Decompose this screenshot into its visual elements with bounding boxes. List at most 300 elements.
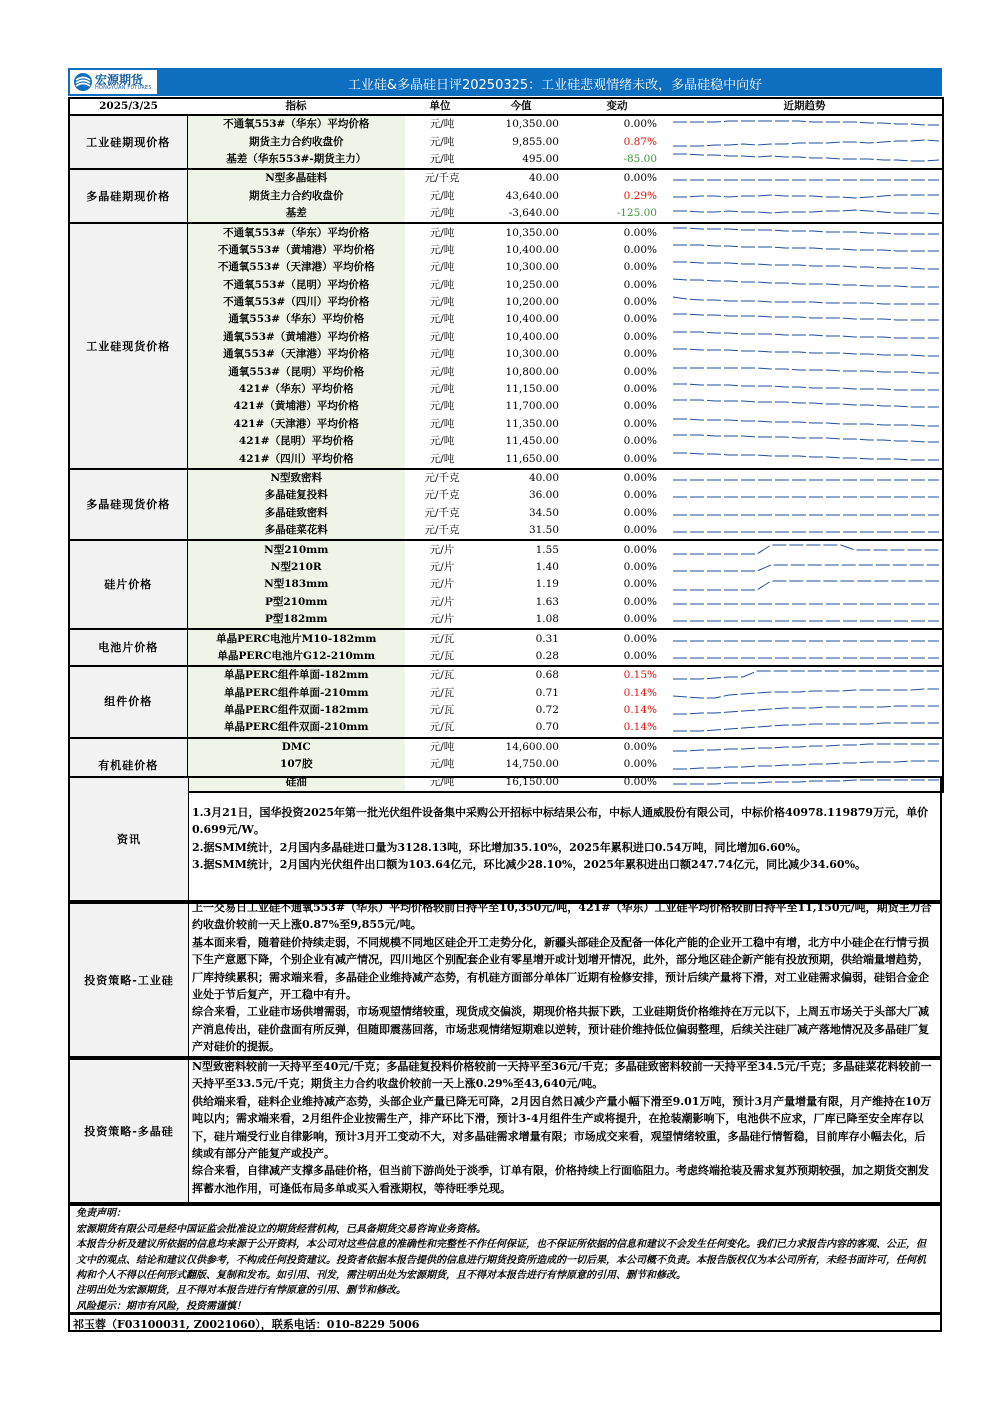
trend-sparkline <box>671 576 941 593</box>
indicator-name: N型多晶硅料 <box>187 169 405 187</box>
change-cell: 0.00% <box>623 649 657 662</box>
table-header <box>69 98 943 115</box>
unit-cell: 元/吨 <box>429 135 455 148</box>
report-title: 工业硅&多晶硅日评20250325：工业硅悲观情绪未改，多晶硅稳中向好 <box>347 78 763 93</box>
change-cell: 0.00% <box>623 400 657 413</box>
section-label: 组件价格 <box>69 666 187 738</box>
change-cell: 0.00% <box>567 629 667 647</box>
value-cell: 0.70 <box>535 721 559 734</box>
trend-cell <box>667 487 943 504</box>
trend-line <box>673 744 939 751</box>
trend-cell <box>667 433 943 450</box>
table-row <box>69 594 943 611</box>
unit-cell: 元/瓦 <box>429 721 455 734</box>
trend-sparkline <box>671 542 941 559</box>
trend-cell <box>667 188 943 205</box>
price-table-body <box>69 98 943 792</box>
value-cell: 1.55 <box>475 540 567 558</box>
trend-cell <box>667 469 943 487</box>
change-cell: 0.00% <box>567 773 667 791</box>
strategy-paragraph: 综合来看，自律减产支撑多晶硅价格，但当前下游尚处于淡季，订单有限，价格持续上行面临阻力。考虑终端抢装及需求复苏预期较强，加之期货交割发挥蓄水池作用，可逢低布局多单或买入看涨期权，等待旺季兑现。 <box>192 1164 929 1195</box>
logo-subtext: HONGYUAN FUTURES <box>95 85 152 91</box>
table-row <box>69 133 943 150</box>
indicator-name: 421#（天津港）平均价格 <box>187 416 405 433</box>
strategy-paragraph: 基本面来看，随着硅价持续走弱，不同规模不同地区硅企开工走势分化，新疆头部硅企及配备一体化产能的企业开工稳中有增，北方中小硅企在行情亏损下生产意愿下降，个别企业有减产情况，四川地区个别配套企业有零星增开或计划增开情况，此外，部分地区硅企新产能有投放预期，供给端量增趋势，厂库持续累积；需求端来看，多晶硅企业维持减产态势，有机硅方面部分单体厂近期有检修安排，预计后续产量将下滑，对工业硅需求偏弱，硅铝合金企业处于节后复产，开工稳中有升。 <box>192 935 929 1002</box>
unit-cell: 元/片 <box>429 578 455 591</box>
indicator-name: 单晶PERC组件双面-210mm <box>187 719 405 737</box>
trend-sparkline <box>671 433 941 450</box>
table-row <box>69 505 943 522</box>
value-cell: 11,150.00 <box>505 383 559 396</box>
unit-cell: 元/吨 <box>429 452 455 465</box>
change-cell: 0.00% <box>567 738 667 756</box>
trend-sparkline <box>671 188 941 205</box>
trend-cell <box>667 151 943 169</box>
trend-cell <box>667 505 943 522</box>
change-cell: 0.00% <box>623 435 657 448</box>
indicator-name: 不通氧553#（四川）平均价格 <box>187 294 405 311</box>
indicator-name: 421#（四川）平均价格 <box>187 450 405 468</box>
company-logo <box>70 70 157 94</box>
trend-cell <box>667 611 943 629</box>
value-cell: 11,450.00 <box>505 435 559 448</box>
strategy-si-text <box>192 899 934 1056</box>
trend-cell <box>667 719 943 737</box>
trend-line <box>673 297 939 304</box>
trend-cell <box>667 259 943 276</box>
value-cell: 1.63 <box>535 595 559 608</box>
value-cell: 1.40 <box>535 560 559 573</box>
trend-line <box>673 565 939 571</box>
table-row <box>69 540 943 558</box>
trend-sparkline <box>671 225 941 242</box>
value-cell: 11,700.00 <box>505 400 559 413</box>
unit-cell: 元/片 <box>429 560 455 573</box>
indicator-name: P型210mm <box>187 594 405 611</box>
trend-cell <box>667 398 943 415</box>
news-item: 3.据SMM统计，2月国内光伏组件出口额为103.64亿元，环比减少28.10%，2025年累积进出口额247.74亿元，同比减少34.60%。 <box>192 858 867 872</box>
section-label: 硅片价格 <box>69 540 187 629</box>
indicator-name: 单晶PERC电池片M10-182mm <box>187 629 405 647</box>
change-cell: 0.00% <box>623 613 657 626</box>
trend-line <box>673 368 939 373</box>
indicator-name: 基差 <box>187 205 405 223</box>
unit-cell: 元/吨 <box>429 417 455 430</box>
change-cell: 0.87% <box>623 135 657 148</box>
table-row <box>69 188 943 205</box>
trend-cell <box>667 363 943 380</box>
change-cell: 0.00% <box>623 313 657 326</box>
value-cell: 40.00 <box>475 469 567 487</box>
table-row <box>69 259 943 276</box>
trend-sparkline <box>671 277 941 294</box>
table-row <box>69 151 943 169</box>
change-cell: 0.00% <box>623 506 657 519</box>
disclaimer <box>68 1204 942 1314</box>
trend-line <box>673 706 939 714</box>
table-row <box>69 346 943 363</box>
value-cell: 16,150.00 <box>475 773 567 791</box>
trend-cell <box>667 540 943 558</box>
unit-cell: 元/千克 <box>405 169 475 187</box>
trend-cell <box>667 381 943 398</box>
indicator-name: 不通氧553#（华东）平均价格 <box>187 223 405 241</box>
trend-cell <box>667 450 943 468</box>
strategy-paragraph: 综合来看，工业硅市场供增需弱，市场观望情绪较重，现货成交偏淡，期现价格共振下跌，工业硅期货价格维持在万元以下，上周五市场关于头部大厂减产消息传出，硅价盘面有所反弹，但随即震荡回落，市场悲观情绪短期难以逆转，预计硅价维持低位偏弱整理，后续关注硅厂减产落地情况及多晶硅厂复产对硅价的提振。 <box>192 1005 929 1054</box>
trend-sparkline <box>671 756 941 773</box>
trend-cell <box>667 685 943 702</box>
trend-sparkline <box>671 346 941 363</box>
strategy-paragraph: 供给端来看，硅料企业维持减产态势，头部企业产量已降无可降，2月因自然日减少产量小幅下滑至9.01万吨，预计3月产量增量有限，月产维持在10万吨以内；需求端来看，2月组件企业按需生产，排产环比下滑，预计3-4月组件生产或将提升，在抢装潮影响下，电池供不应求，厂库已降至安全库存以下，硅片端受行业自律影响，预计3月开工变动不大，对多晶硅需求增量有限；市场成交来看，观望情绪较重，多晶硅行情暂稳，目前库存小幅去化，后续或有部分产能复产或投产。 <box>192 1094 932 1161</box>
value-cell: 1.19 <box>535 578 559 591</box>
table-row <box>69 242 943 259</box>
table-row <box>69 522 943 540</box>
trend-cell <box>667 738 943 756</box>
unit-cell: 元/吨 <box>429 189 455 202</box>
change-cell: 0.00% <box>623 330 657 343</box>
indicator-name: 单晶PERC电池片G12-210mm <box>187 648 405 666</box>
unit-cell: 元/瓦 <box>429 649 455 662</box>
indicator-name: 421#（昆明）平均价格 <box>187 433 405 450</box>
trend-sparkline <box>671 667 941 684</box>
trend-cell <box>667 294 943 311</box>
table-row <box>69 559 943 576</box>
value-cell: 10,400.00 <box>505 243 559 256</box>
value-cell: 10,300.00 <box>505 348 559 361</box>
table-row <box>69 381 943 398</box>
trend-cell <box>667 115 943 133</box>
trend-line <box>673 435 939 442</box>
value-cell: 10,400.00 <box>505 313 559 326</box>
indicator-name: 单晶PERC组件单面-210mm <box>187 685 405 702</box>
trend-cell <box>667 416 943 433</box>
table-row <box>69 666 943 684</box>
table-row <box>69 702 943 719</box>
unit-cell: 元/吨 <box>429 261 455 274</box>
trend-line <box>673 761 939 769</box>
trend-line <box>673 121 939 125</box>
section-label: 多晶硅现货价格 <box>69 469 187 541</box>
logo-icon <box>73 72 93 92</box>
change-cell: 0.00% <box>623 383 657 396</box>
trend-sparkline <box>671 739 941 756</box>
indicator-name: 多晶硅复投料 <box>187 487 405 504</box>
value-cell: 0.31 <box>475 629 567 647</box>
trend-sparkline <box>671 451 941 468</box>
trend-sparkline <box>671 134 941 151</box>
change-cell: 0.00% <box>567 469 667 487</box>
trend-cell <box>667 559 943 576</box>
trend-line <box>673 279 939 287</box>
strategy-polysilicon <box>68 1058 942 1204</box>
indicator-name: 不通氧553#（天津港）平均价格 <box>187 259 405 276</box>
value-cell: 43,640.00 <box>505 189 559 202</box>
trend-sparkline <box>671 594 941 611</box>
trend-line <box>673 195 939 198</box>
change-cell: 0.00% <box>567 169 667 187</box>
unit-cell: 元/吨 <box>429 207 455 220</box>
news-label: 资讯 <box>70 778 189 900</box>
unit-cell: 元/吨 <box>429 365 455 378</box>
value-cell: 36.00 <box>528 489 559 502</box>
trend-line <box>673 671 939 679</box>
trend-cell <box>667 648 943 666</box>
table-row <box>69 685 943 702</box>
unit-cell: 元/千克 <box>424 506 460 519</box>
change-cell: 0.00% <box>623 560 657 573</box>
trend-line <box>673 245 939 251</box>
unit-cell: 元/片 <box>429 613 455 626</box>
column-header-value: 今值 <box>475 98 567 115</box>
table-row <box>69 576 943 593</box>
trend-sparkline <box>671 398 941 415</box>
value-cell: 10,400.00 <box>505 330 559 343</box>
change-cell: 0.00% <box>623 595 657 608</box>
trend-cell <box>667 756 943 773</box>
change-cell: 0.15% <box>567 666 667 684</box>
change-cell: 0.00% <box>623 578 657 591</box>
change-cell: 0.00% <box>567 540 667 558</box>
trend-cell <box>667 576 943 593</box>
value-cell: 0.68 <box>475 666 567 684</box>
trend-sparkline <box>671 487 941 504</box>
unit-cell: 元/瓦 <box>405 629 475 647</box>
table-row <box>69 738 943 756</box>
change-cell: 0.00% <box>623 524 657 537</box>
value-cell: 10,250.00 <box>505 278 559 291</box>
strategy-poly-text <box>192 1058 934 1197</box>
value-cell: 14,750.00 <box>505 758 559 771</box>
indicator-name: N型致密料 <box>187 469 405 487</box>
table-row <box>69 223 943 241</box>
value-cell: 11,350.00 <box>505 417 559 430</box>
trend-cell <box>667 594 943 611</box>
table-row <box>69 756 943 773</box>
change-cell: -125.00 <box>616 207 657 220</box>
table-row <box>69 294 943 311</box>
trend-line <box>673 210 939 214</box>
value-cell: 31.50 <box>528 524 559 537</box>
column-header-indicator: 指标 <box>187 98 405 115</box>
trend-cell <box>667 522 943 540</box>
unit-cell: 元/千克 <box>424 489 460 502</box>
column-header-trend: 近期趋势 <box>667 98 943 115</box>
indicator-name: 硅油 <box>187 773 405 791</box>
trend-sparkline <box>671 559 941 576</box>
change-cell: 0.00% <box>623 278 657 291</box>
section-label: 电池片价格 <box>69 629 187 666</box>
trend-sparkline <box>671 611 941 628</box>
value-cell: 495.00 <box>522 152 559 165</box>
table-row <box>69 719 943 737</box>
unit-cell: 元/吨 <box>405 115 475 133</box>
trend-sparkline <box>671 151 941 168</box>
trend-sparkline <box>671 702 941 719</box>
unit-cell: 元/瓦 <box>429 686 455 699</box>
strategy-si-label: 投资策略-工业硅 <box>70 904 189 1056</box>
indicator-name: DMC <box>187 738 405 756</box>
risk-warning: 风险提示：期市有风险，投资需谨慎！ <box>76 1300 246 1312</box>
change-cell: 0.00% <box>623 758 657 771</box>
unit-cell: 元/吨 <box>429 278 455 291</box>
table-row <box>69 311 943 328</box>
indicator-name: N型210R <box>187 559 405 576</box>
unit-cell: 元/吨 <box>429 435 455 448</box>
logo-text: 宏源期货 <box>95 73 144 87</box>
strategy-paragraph: N型致密料较前一天持平至40元/千克；多晶硅复投料价格较前一天持平至36元/千克；多晶硅致密料较前一天持平至34.5元/千克；多晶硅菜花料较前一天持平至33.5元/千克；期货主力合约收盘价较前一天上涨0.29%至43,640元/吨。 <box>192 1060 932 1091</box>
trend-sparkline <box>671 364 941 381</box>
change-cell: 0.00% <box>567 115 667 133</box>
trend-sparkline <box>671 648 941 665</box>
indicator-name: 不通氧553#（黄埔港）平均价格 <box>187 242 405 259</box>
price-table <box>68 97 944 793</box>
unit-cell: 元/吨 <box>405 738 475 756</box>
trend-line <box>673 332 939 338</box>
indicator-name: 基差（华东553#-期货主力） <box>187 151 405 169</box>
trend-sparkline <box>671 685 941 702</box>
analyst-contact: 祁玉蓉（F03100031, Z0021060），联系电话：010-8229 5006 <box>73 1318 420 1331</box>
disclaimer-title: 免责声明： <box>76 1208 126 1219</box>
value-cell: 34.50 <box>528 506 559 519</box>
trend-cell <box>667 311 943 328</box>
report-banner <box>68 68 942 96</box>
trend-sparkline <box>671 259 941 276</box>
section-label: 有机硅价格 <box>69 738 187 792</box>
unit-cell: 元/瓦 <box>405 666 475 684</box>
trend-line <box>673 154 939 161</box>
section-label: 工业硅期现价格 <box>69 115 187 169</box>
change-cell: 0.00% <box>623 261 657 274</box>
trend-cell <box>667 277 943 294</box>
value-cell: 0.28 <box>535 649 559 662</box>
change-cell: 0.00% <box>623 365 657 378</box>
table-row <box>69 363 943 380</box>
news-section <box>68 776 942 902</box>
change-cell: 0.29% <box>623 189 657 202</box>
unit-cell: 元/瓦 <box>429 704 455 717</box>
trend-line <box>673 581 939 590</box>
trend-cell <box>667 133 943 150</box>
table-row <box>69 648 943 666</box>
indicator-name: N型210mm <box>187 540 405 558</box>
column-header-change: 变动 <box>567 98 667 115</box>
unit-cell: 元/吨 <box>429 383 455 396</box>
unit-cell: 元/吨 <box>429 243 455 256</box>
trend-line <box>673 723 939 731</box>
unit-cell: 元/吨 <box>429 348 455 361</box>
table-row <box>69 169 943 187</box>
indicator-name: 通氧553#（天津港）平均价格 <box>187 346 405 363</box>
unit-cell: 元/吨 <box>429 313 455 326</box>
unit-cell: 元/吨 <box>429 152 455 165</box>
change-cell: 0.00% <box>623 417 657 430</box>
table-row <box>69 398 943 415</box>
trend-cell <box>667 205 943 223</box>
unit-cell: 元/吨 <box>405 773 475 791</box>
trend-sparkline <box>671 381 941 398</box>
table-row <box>69 277 943 294</box>
indicator-name: 期货主力合约收盘价 <box>187 188 405 205</box>
change-cell: 0.14% <box>623 686 657 699</box>
report-date: 2025/3/25 <box>69 98 187 115</box>
table-row <box>69 329 943 346</box>
value-cell: 1.08 <box>535 613 559 626</box>
trend-line <box>673 545 939 554</box>
value-cell: 40.00 <box>475 169 567 187</box>
strategy-industrial-si <box>68 902 942 1058</box>
trend-sparkline <box>671 522 941 539</box>
table-row <box>69 115 943 133</box>
disclaimer-line: 注明出处为宏源期货，且不得对本报告进行有悖原意的引用、删节和修改。 <box>76 1285 406 1296</box>
change-cell: 0.00% <box>623 452 657 465</box>
trend-cell <box>667 629 943 647</box>
trend-line <box>673 314 939 320</box>
unit-cell: 元/千克 <box>424 524 460 537</box>
trend-sparkline <box>671 205 941 222</box>
news-item: 1.3月21日，国华投资2025年第一批光伏组件设备集中采购公开招标中标结果公布，中标人通威股份有限公司，中标价格40978.119879万元，单价0.699元/W。 <box>192 806 929 837</box>
indicator-name: 通氧553#（黄埔港）平均价格 <box>187 329 405 346</box>
value-cell: 0.72 <box>535 704 559 717</box>
trend-line <box>673 228 939 234</box>
change-cell: 0.00% <box>567 223 667 241</box>
table-row <box>69 487 943 504</box>
trend-sparkline <box>671 242 941 259</box>
trend-line <box>673 384 939 390</box>
trend-cell <box>667 169 943 187</box>
trend-line <box>673 349 939 356</box>
disclaimer-line: 宏源期货有限公司是经中国证监会批准设立的期货经营机构，已具备期货交易咨询业务资格。 <box>76 1223 486 1235</box>
trend-sparkline <box>671 294 941 311</box>
trend-cell <box>667 242 943 259</box>
section-label: 工业硅现货价格 <box>69 223 187 468</box>
change-cell: 0.00% <box>623 489 657 502</box>
table-row <box>69 450 943 468</box>
value-cell: -3,640.00 <box>508 207 559 220</box>
unit-cell: 元/吨 <box>429 330 455 343</box>
trend-sparkline <box>671 470 941 487</box>
unit-cell: 元/千克 <box>405 469 475 487</box>
trend-sparkline <box>671 631 941 648</box>
section-label: 多晶硅期现价格 <box>69 169 187 223</box>
change-cell: 0.00% <box>623 296 657 309</box>
table-row <box>69 611 943 629</box>
trend-sparkline <box>671 329 941 346</box>
trend-line <box>673 400 939 407</box>
value-cell: 0.71 <box>535 686 559 699</box>
indicator-name: P型182mm <box>187 611 405 629</box>
unit-cell: 元/吨 <box>429 296 455 309</box>
indicator-name: 期货主力合约收盘价 <box>187 133 405 150</box>
strategy-poly-label: 投资策略-多晶硅 <box>70 1060 189 1202</box>
trend-cell <box>667 329 943 346</box>
value-cell: 10,800.00 <box>505 365 559 378</box>
indicator-name: 107胶 <box>187 756 405 773</box>
contact-bar <box>68 1314 942 1332</box>
change-cell: 0.14% <box>623 721 657 734</box>
table-row <box>69 416 943 433</box>
indicator-name: 通氧553#（华东）平均价格 <box>187 311 405 328</box>
trend-sparkline <box>671 416 941 433</box>
indicator-name: 421#（华东）平均价格 <box>187 381 405 398</box>
trend-sparkline <box>671 311 941 328</box>
value-cell: 14,600.00 <box>475 738 567 756</box>
trend-line <box>673 419 939 426</box>
disclaimer-text <box>76 1206 932 1314</box>
strategy-paragraph: 上一交易日工业硅不通氧553#（华东）平均价格较前日持平至10,350元/吨，421#（华东）工业硅平均价格较前日持平至11,150元/吨，期货主力合约收盘价较前一天上涨0.87%至9,855元/吨。 <box>192 901 932 932</box>
indicator-name: 不通氧553#（华东）平均价格 <box>187 115 405 133</box>
value-cell: 11,650.00 <box>505 452 559 465</box>
unit-cell: 元/吨 <box>405 223 475 241</box>
